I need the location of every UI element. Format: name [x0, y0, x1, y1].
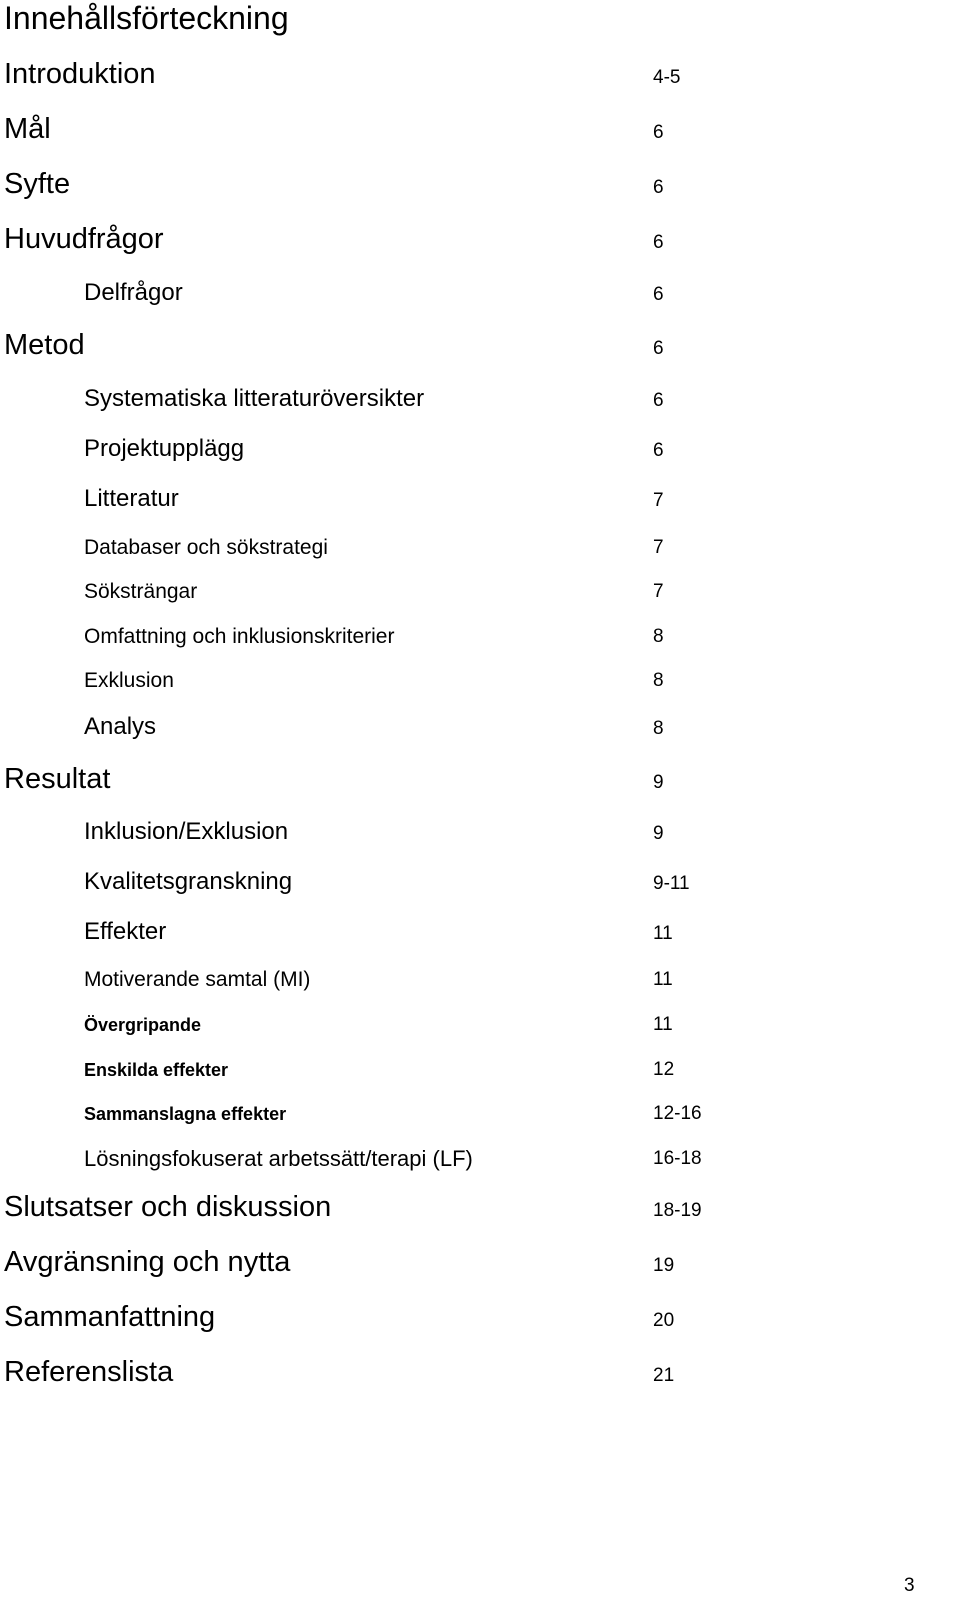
toc-entry-page: 6	[653, 122, 664, 143]
toc-entry-page: 12-16	[653, 1103, 702, 1124]
toc-entry-label: Resultat	[4, 763, 111, 795]
toc-entry-label: Omfattning och inklusionskriterier	[84, 625, 395, 648]
toc-entry-page: 7	[653, 490, 664, 511]
toc-entry-page: 8	[653, 670, 664, 691]
toc-entry-label: Sammanfattning	[4, 1301, 216, 1333]
toc-entry-label: Inklusion/Exklusion	[84, 818, 289, 845]
toc-entry-label: Sammanslagna effekter	[84, 1104, 287, 1124]
toc-entry-page: 11	[653, 923, 673, 944]
toc-entry-page: 6	[653, 177, 664, 198]
toc-entry-page: 8	[653, 718, 664, 739]
toc-entry-page: 12	[653, 1059, 675, 1080]
toc-entry-label: Litteratur	[84, 485, 179, 512]
toc-entry-page: 6	[653, 440, 664, 461]
toc-entry-label: Analys	[84, 713, 157, 740]
toc-entry-label: Enskilda effekter	[84, 1060, 229, 1080]
toc-entry-page: 19	[653, 1255, 675, 1276]
toc-entry-label: Slutsatser och diskussion	[4, 1191, 332, 1223]
toc-entry-page: 4-5	[653, 67, 681, 88]
toc-entry-label: Syfte	[4, 168, 71, 200]
toc-entry-page: 8	[653, 626, 664, 647]
toc-entry-page: 18-19	[653, 1200, 702, 1221]
toc-entry-label: Referenslista	[4, 1356, 174, 1388]
toc-entry-label: Projektupplägg	[84, 435, 245, 462]
toc-entry-page: 7	[653, 537, 664, 558]
page-number: 3	[904, 1575, 915, 1596]
toc-entry-label: Lösningsfokuserat arbetssätt/terapi (LF)	[84, 1146, 473, 1171]
toc-entry-page: 11	[653, 1014, 673, 1035]
toc-entry-page: 21	[653, 1365, 675, 1386]
toc-entry-label: Avgränsning och nytta	[4, 1246, 291, 1278]
toc-entry-label: Motiverande samtal (MI)	[84, 968, 311, 991]
toc-entry-page: 6	[653, 232, 664, 253]
toc-entry-label: Huvudfrågor	[4, 223, 164, 255]
toc-entry-page: 6	[653, 284, 664, 305]
toc-entry-label: Exklusion	[84, 669, 174, 692]
toc-entry-label: Databaser och sökstrategi	[84, 536, 328, 559]
toc-entry-label: Effekter	[84, 918, 167, 945]
toc-entry-label: Metod	[4, 329, 85, 361]
toc-entry-page: 16-18	[653, 1148, 702, 1169]
toc-entry-page: 9-11	[653, 873, 690, 894]
toc-entry-page: 20	[653, 1310, 675, 1331]
toc-entry-label: Mål	[4, 113, 51, 145]
toc-entry-page: 7	[653, 581, 664, 602]
toc-entry-label: Introduktion	[4, 58, 156, 90]
toc-entry-page: 9	[653, 772, 664, 793]
toc-entry-label: Söksträngar	[84, 580, 198, 603]
toc-entry-page: 11	[653, 969, 673, 990]
toc-entry-label: Övergripande	[84, 1015, 202, 1035]
toc-entry-page: 6	[653, 338, 664, 359]
toc-entry-label: Systematiska litteraturöversikter	[84, 385, 425, 412]
toc-entry-label: Delfrågor	[84, 279, 183, 306]
toc-entry-page: 6	[653, 390, 664, 411]
toc-entry-label: Kvalitetsgranskning	[84, 868, 293, 895]
toc-title: Innehållsförteckning	[4, 0, 289, 36]
toc-entry-page: 9	[653, 823, 664, 844]
